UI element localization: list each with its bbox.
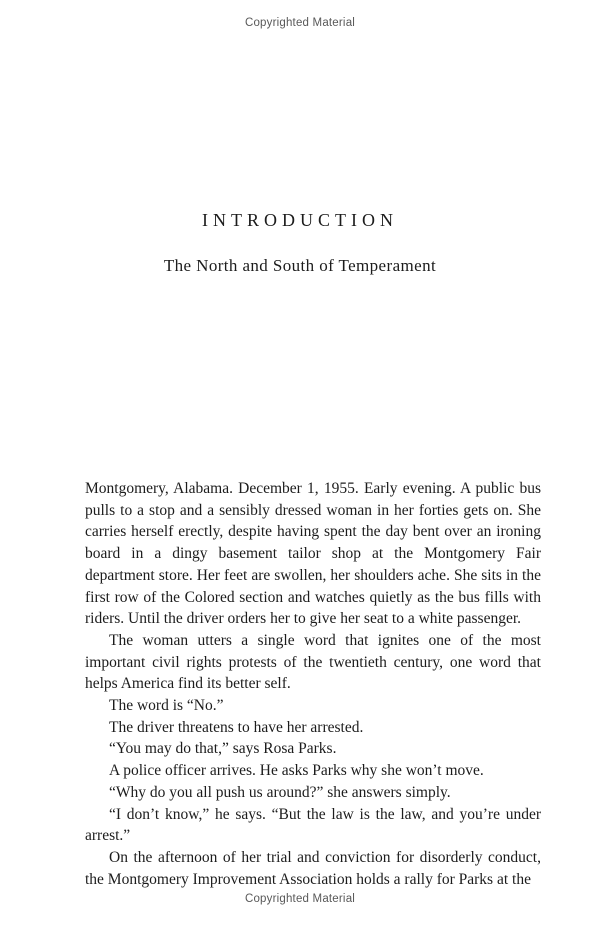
body-paragraph: “You may do that,” says Rosa Parks.	[109, 740, 337, 758]
body-text	[85, 478, 541, 890]
body-paragraph: On the afternoon of her trial and conviction for disorderly conduct, the Montgomery Improvement Association holds a rally for Parks at the	[85, 848, 541, 888]
body-paragraph: “I don’t know,” he says. “But the law is the law, and you’re under arrest.”	[85, 805, 541, 845]
copyright-notice-bottom: Copyrighted Material	[244, 893, 356, 905]
body-paragraph: The woman utters a single word that ignites one of the most important civil rights protests of the twentieth century, one word that helps America find its better self.	[85, 631, 541, 693]
chapter-subtitle: The North and South of Temperament	[163, 256, 437, 275]
body-paragraph: The word is “No.”	[109, 697, 224, 715]
body-paragraph: The driver threatens to have her arrested.	[109, 718, 364, 736]
chapter-title: INTRODUCTION	[202, 210, 398, 230]
body-paragraph: Montgomery, Alabama. December 1, 1955. Early evening. A public bus pulls to a stop and a sensibly dressed woman in her forties gets on. She carries herself erectly, despite having spent the day bent over an ironing board in a dingy basement tailor shop at the Montgomery Fair department store. Her feet are swollen, her shoulders ache. She sits in the first row of the Colored section and watches quietly as the bus fills with riders. Until the driver orders her to give her seat to a white passenger.	[85, 480, 541, 628]
copyright-notice-top: Copyrighted Material	[244, 17, 356, 29]
body-paragraph: “Why do you all push us around?” she answers simply.	[109, 783, 451, 801]
body-paragraph: A police officer arrives. He asks Parks why she won’t move.	[109, 762, 484, 780]
